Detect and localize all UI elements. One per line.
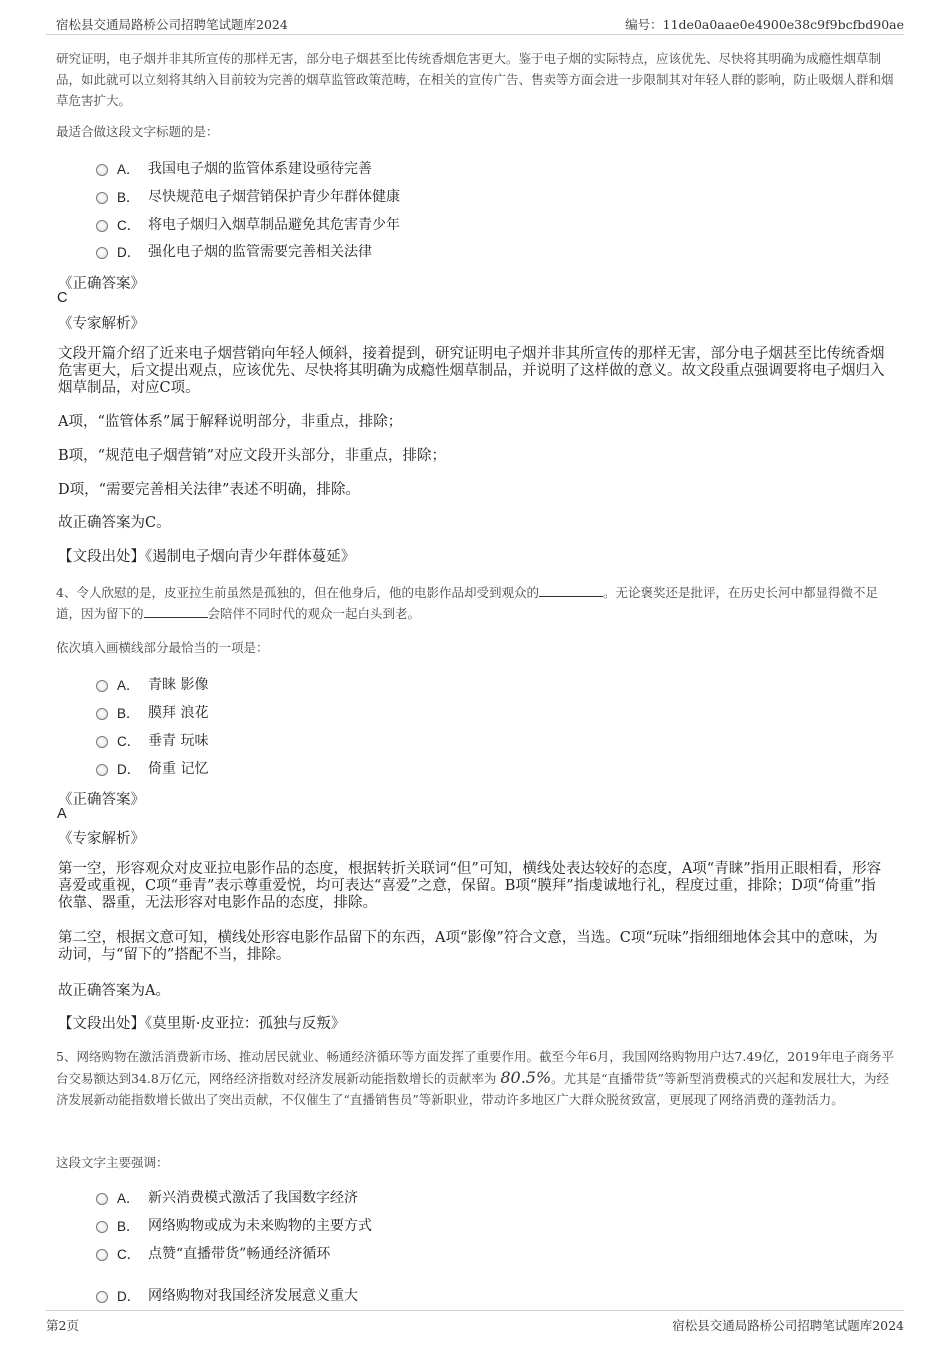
option-letter: C．: [117, 1247, 141, 1262]
option-text: 膜拜 浪花: [148, 705, 209, 721]
option-letter: D．: [117, 1289, 141, 1304]
q5-stem: [56, 1046, 896, 1110]
option-letter: B．: [117, 706, 140, 721]
q3-stem: [56, 48, 896, 111]
radio-icon[interactable]: [96, 1221, 108, 1233]
q3-analysis-para-5: 故正确答案为C。: [58, 515, 171, 531]
radio-icon[interactable]: [96, 708, 108, 720]
q5-ask-text: 这段文字主要强调：: [56, 1155, 169, 1170]
q4-analysis-para-1: 第一空，形容观众对皮亚拉电影作品的态度，根据转折关联词“但”可知，横线处表达较好的态度，A项“青睐”指用正眼相看，形容喜爱或重视，C项“垂青”表示尊重爱悦，均可表达“喜爱”之意，保留。B项“膜拜”指虔诚地行礼，程度过重，排除；D项“倚重”指依靠、器重，无法形容对电影作品的态度，排除。: [58, 861, 882, 911]
page-footer: [46, 1310, 904, 1335]
option-text: 点赞“直播带货”畅通经济循环: [148, 1246, 331, 1262]
footer-title: 宿松县交通局路桥公司招聘笔试题库2024: [672, 1318, 904, 1333]
option-text: 网络购物对我国经济发展意义重大: [148, 1288, 358, 1304]
option-letter: D．: [117, 245, 141, 260]
option-text: 垂青 玩味: [148, 733, 209, 749]
radio-icon[interactable]: [96, 164, 108, 176]
radio-icon[interactable]: [96, 247, 108, 259]
q5-ask: [56, 1153, 896, 1171]
q4-stem-part-1: 4、令人欣慰的是，皮亚拉生前虽然是孤独的，但在他身后，他的电影作品却受到观众的: [56, 585, 539, 600]
option-text: 强化电子烟的监管需要完善相关法律: [148, 244, 372, 260]
radio-icon[interactable]: [96, 1291, 108, 1303]
q3-answer-label: 《正确答案》: [58, 276, 145, 292]
q5-stem-part-2: 。尤其是“直播带货”等新型消费模式的兴起和发展壮大，为经济发展新动能指数增长做出了突出贡献，不仅催生了“直播销售员”等新职业，带动许多地区广大群众脱贫致富，更展现了网络消费的蓬勃活力。: [56, 1071, 889, 1107]
q4-analysis-label: 《专家解析》: [58, 831, 145, 847]
q4-blank-2: [144, 604, 208, 618]
option-letter: C．: [117, 218, 141, 233]
radio-icon[interactable]: [96, 220, 108, 232]
q3-analysis-label: 《专家解析》: [58, 316, 145, 332]
q3-ask-text: 最适合做这段文字标题的是：: [56, 124, 219, 139]
option-letter: A．: [117, 1191, 140, 1206]
option-text: 青睐 影像: [148, 677, 209, 693]
option-letter: B．: [117, 190, 140, 205]
q5-stem-part-1: 5、网络购物在激活消费新市场、推动居民就业、畅通经济循环等方面发挥了重要作用。截至今年6月，我国网络购物用户达7.49亿，2019年电子商务平台交易额达到34.8万亿元，网络经济指数对经济发展新动能指数增长的贡献率为: [56, 1049, 895, 1086]
option-letter: C．: [117, 734, 141, 749]
q4-stem: [56, 582, 896, 624]
option-letter: A．: [117, 678, 140, 693]
q4-stem-part-2: 。无论褒奖还是批评，在历史长河中都显得微不足道，因为留下的: [56, 585, 878, 621]
q3-stem-text: 研究证明，电子烟并非其所宣传的那样无害，部分电子烟甚至比传统香烟危害更大。鉴于电子烟的实际特点，应该优先、尽快将其明确为成瘾性烟草制品，如此就可以立刻将其纳入目前较为完善的烟草监管政策范畴，在相关的宣传广告、售卖等方面会进一步限制其对年轻人群的影响，防止吸烟人群和烟草危害扩大。: [56, 51, 894, 108]
option-text: 网络购物或成为未来购物的主要方式: [148, 1218, 372, 1234]
header-title: 宿松县交通局路桥公司招聘笔试题库2024: [56, 17, 288, 32]
page-header: [46, 12, 904, 35]
q4-ask-text: 依次填入画横线部分最恰当的一项是：: [56, 640, 269, 655]
radio-icon[interactable]: [96, 736, 108, 748]
page-number: 第2页: [46, 1318, 79, 1333]
q5-math-value: 80.5%: [500, 1068, 552, 1087]
q3-source: 【文段出处】《遏制电子烟向青少年群体蔓延》: [58, 549, 356, 565]
q3-ask: [56, 122, 896, 140]
option-letter: A．: [117, 162, 140, 177]
option-letter: D．: [117, 762, 141, 777]
option-text: 我国电子烟的监管体系建设亟待完善: [148, 161, 372, 177]
q3-analysis-para-2: A项，“监管体系”属于解释说明部分，非重点，排除；: [58, 414, 403, 430]
option-letter: B．: [117, 1219, 140, 1234]
q4-source: 【文段出处】《莫里斯·皮亚拉：孤独与反叛》: [58, 1016, 346, 1032]
option-text: 倚重 记忆: [148, 761, 209, 777]
option-text: 将电子烟归入烟草制品避免其危害青少年: [148, 217, 400, 233]
option-text: 新兴消费模式激活了我国数字经济: [148, 1190, 358, 1206]
radio-icon[interactable]: [96, 192, 108, 204]
radio-icon[interactable]: [96, 1249, 108, 1261]
q4-analysis-para-3: 故正确答案为A。: [58, 983, 170, 999]
q4-ask: [56, 638, 896, 656]
q4-stem-part-3: 会陪伴不同时代的观众一起白头到老。: [207, 606, 421, 621]
option-text: 尽快规范电子烟营销保护青少年群体健康: [148, 189, 400, 205]
q4-answer-label: 《正确答案》: [58, 792, 145, 808]
q4-analysis-para-2: 第二空，根据文意可知，横线处形容电影作品留下的东西，A项“影像”符合文意，当选。C项“玩味”指细细地体会其中的意味，为动词，与“留下的”搭配不当，排除。: [58, 930, 878, 963]
q3-analysis-para-4: D项，“需要完善相关法律”表述不明确，排除。: [58, 482, 360, 498]
q3-analysis-para-3: B项，“规范电子烟营销”对应文段开头部分，非重点，排除；: [58, 448, 446, 464]
document-id: 编号：11de0a0aae0e4900e38c9f9bcfbd90ae: [625, 17, 904, 32]
radio-icon[interactable]: [96, 764, 108, 776]
q4-blank-1: [539, 583, 603, 597]
radio-icon[interactable]: [96, 1193, 108, 1205]
q4-answer: A: [57, 806, 67, 822]
q3-analysis-para-1: 文段开篇介绍了近来电子烟营销向年轻人倾斜，接着提到，研究证明电子烟并非其所宣传的那样无害，部分电子烟甚至比传统香烟危害更大，后文提出观点，应该优先、尽快将其明确为成瘾性烟草制品，并说明了这样做的意义。故文段重点强调要将电子烟归入烟草制品，对应C项。: [58, 346, 885, 396]
q3-answer: C: [57, 290, 68, 306]
radio-icon[interactable]: [96, 680, 108, 692]
